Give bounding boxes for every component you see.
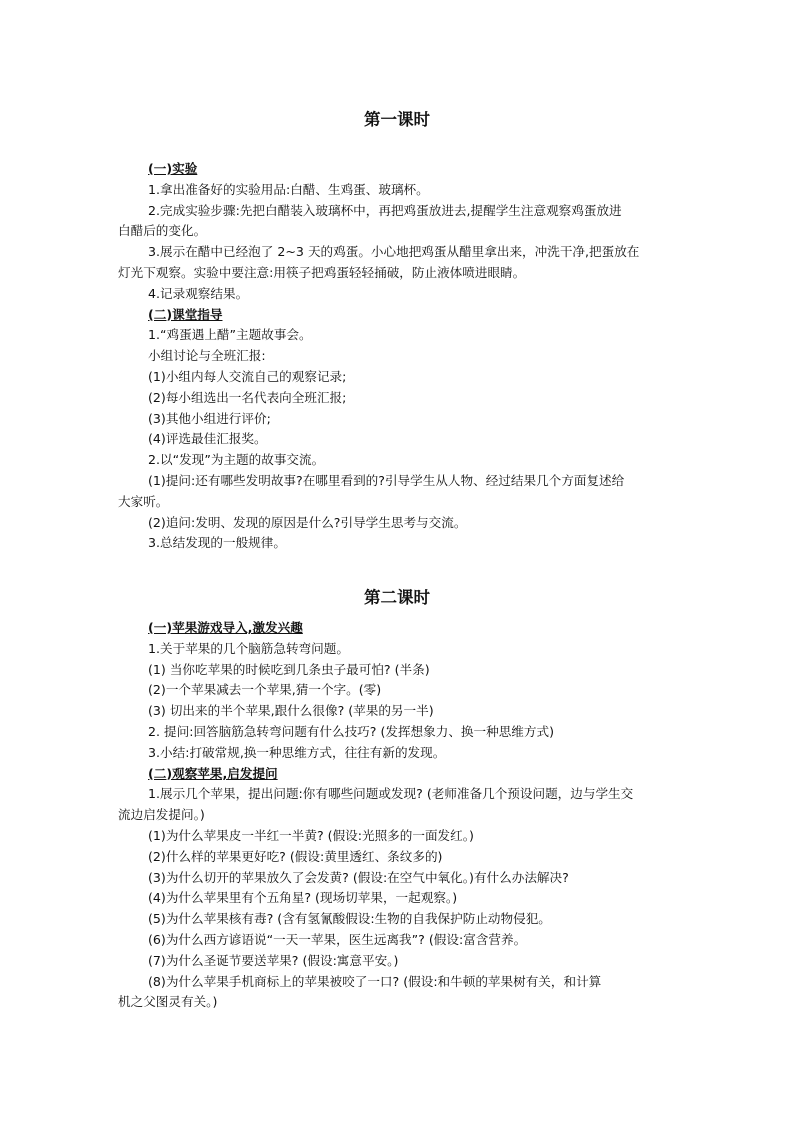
- paragraph-line: (1)小组内每人交流自己的观察记录;: [148, 368, 347, 384]
- lesson-1-body: [118, 159, 678, 554]
- paragraph-line: (1)为什么苹果皮一半红一半黄? (假设:光照多的一面发红。): [148, 827, 474, 843]
- paragraph-line: (3)为什么切开的苹果放久了会发黄? (假设:在空气中氧化。)有什么办法解决?: [148, 869, 569, 885]
- paragraph-continuation: 灯光下观察。实验中要注意:用筷子把鸡蛋轻轻捅破，防止液体喷进眼睛。: [118, 264, 526, 280]
- paragraph-text: (8)为什么苹果手机商标上的苹果被咬了一口? (假设:和牛顿的苹果树有关，和计算: [148, 973, 602, 989]
- paragraph-line: (4)为什么苹果里有个五角星? (现场切苹果，一起观察。): [148, 890, 458, 906]
- paragraph-line: [118, 972, 678, 1014]
- paragraph-line: (4)评选最佳汇报奖。: [148, 431, 267, 447]
- lesson-2-body: [118, 618, 678, 1013]
- paragraph-line: 1.关于苹果的几个脑筋急转弯问题。: [148, 640, 349, 656]
- paragraph-text: 3.展示在醋中已经泡了 2~3 天的鸡蛋。小心地把鸡蛋从醋里拿出来，冲洗干净,把蛋放在: [148, 244, 640, 260]
- section-heading: (二)观察苹果,启发提问: [148, 765, 278, 781]
- paragraph-line: (3)其他小组进行评价;: [148, 410, 271, 426]
- paragraph-line: 4.记录观察结果。: [148, 285, 249, 301]
- paragraph-line: 1.“鸡蛋遇上醋”主题故事会。: [148, 327, 312, 343]
- paragraph-continuation: 流边启发提问。): [118, 807, 205, 823]
- paragraph-continuation: 白醋后的变化。: [118, 223, 207, 239]
- paragraph-line: (2)每小组选出一名代表向全班汇报;: [148, 389, 347, 405]
- lesson-2-title: 第二课时: [364, 588, 430, 607]
- paragraph-line: [118, 784, 678, 826]
- paragraph-line: 小组讨论与全班汇报:: [148, 348, 266, 364]
- paragraph-line: (5)为什么苹果核有毒? (含有氢氰酸假设:生物的自我保护防止动物侵犯。: [148, 911, 551, 927]
- paragraph-text: (1)提问:还有哪些发明故事?在哪里看到的?引导学生从人物、经过结果几个方面复述给: [148, 472, 625, 488]
- paragraph-line: 2. 提问:回答脑筋急转弯问题有什么技巧? (发挥想象力、换一种思维方式): [148, 723, 554, 739]
- paragraph-text: 2.完成实验步骤:先把白醋装入玻璃杯中，再把鸡蛋放进去,提醒学生注意观察鸡蛋放进: [148, 202, 622, 218]
- paragraph-line: [118, 242, 678, 284]
- paragraph-line: 2.以“发现”为主题的故事交流。: [148, 452, 325, 468]
- paragraph-line: (1) 当你吃苹果的时候吃到几条虫子最可怕? (半条): [148, 661, 430, 677]
- paragraph-line: (7)为什么圣诞节要送苹果? (假设:寓意平安。): [148, 952, 399, 968]
- paragraph-line: (6)为什么西方谚语说“一天一苹果，医生远离我”? (假设:富含营养。: [148, 931, 527, 947]
- paragraph-line: 3.总结发现的一般规律。: [148, 535, 286, 551]
- paragraph-line: (2)什么样的苹果更好吃? (假设:黄里透红、条纹多的): [148, 848, 443, 864]
- paragraph-text: 1.展示几个苹果，提出问题:你有哪些问题或发现? (老师准备几个预设问题，边与学生交: [148, 786, 634, 802]
- paragraph-line: [118, 201, 678, 243]
- paragraph-line: (2)一个苹果减去一个苹果,猜一个字。(零): [148, 682, 382, 698]
- paragraph-line: 1.拿出准备好的实验用品:白醋、生鸡蛋、玻璃杯。: [148, 181, 429, 197]
- paragraph-line: (2)追问:发明、发现的原因是什么?引导学生思考与交流。: [148, 514, 467, 530]
- paragraph-continuation: 大家听。: [118, 493, 169, 509]
- paragraph-line: 3.小结:打破常规,换一种思维方式，往往有新的发现。: [148, 744, 446, 760]
- section-heading: (一)实验: [148, 161, 198, 176]
- paragraph-line: (3) 切出来的半个苹果,跟什么很像? (苹果的另一半): [148, 703, 434, 719]
- section-heading: (二)课堂指导: [148, 306, 223, 322]
- section-heading: (一)苹果游戏导入,激发兴趣: [148, 620, 303, 635]
- paragraph-line: [118, 471, 678, 513]
- paragraph-continuation: 机之父图灵有关。): [118, 994, 218, 1010]
- lesson-1-title: 第一课时: [364, 110, 430, 129]
